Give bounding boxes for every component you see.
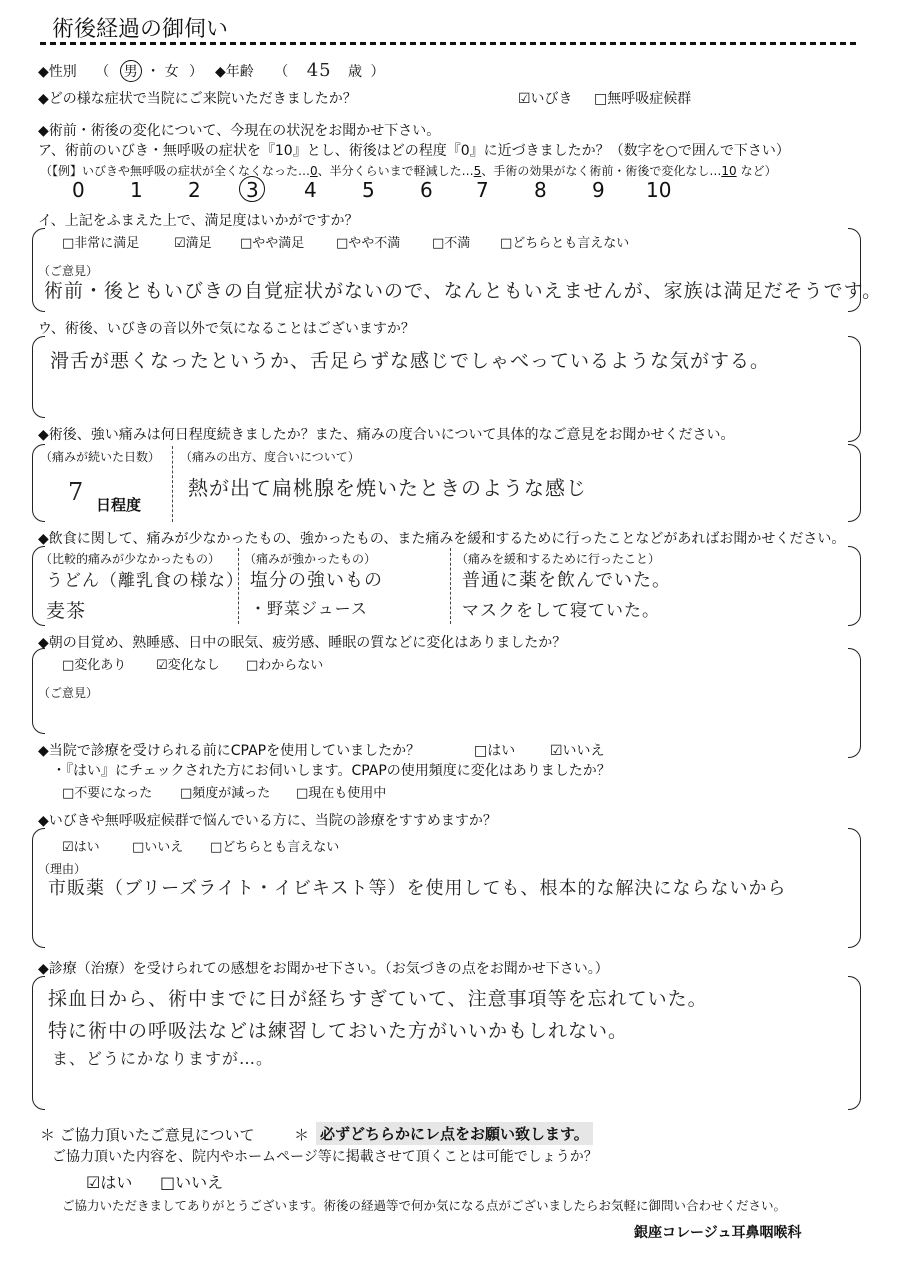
- age-row: [215, 60, 385, 81]
- score-option-3[interactable]: 3: [246, 178, 259, 202]
- title-underline: [40, 42, 860, 45]
- morning-opinion-label: （ご意見）: [38, 686, 99, 700]
- recommend-reason-label: （理由）: [38, 862, 87, 876]
- satisfaction-opinion-label: （ご意見）: [38, 264, 99, 278]
- impression-question: ◆診療（治療）を受けられての感想をお聞かせ下さい。（お気づきの点をお聞かせ下さい。）: [38, 961, 609, 977]
- satisfaction-option-2[interactable]: □やや満足: [240, 236, 305, 251]
- pain-degree[interactable]: 熱が出て扁桃腺を焼いたときのような感じ: [188, 476, 587, 500]
- score-option-2[interactable]: 2: [188, 178, 201, 202]
- recommend-box-left: [32, 828, 45, 948]
- publish-question: ご協力頂いた内容を、院内やホームページ等に掲載させて頂くことは可能でしょうか？: [52, 1149, 598, 1165]
- age-open-paren: （: [274, 64, 289, 80]
- symptom-option-apnea[interactable]: □無呼吸症候群: [594, 91, 692, 107]
- recommend-option-2[interactable]: □どちらとも言えない: [210, 840, 340, 855]
- impression-line-3[interactable]: ま、どうにかなりますが…。: [52, 1049, 274, 1068]
- score-option-1[interactable]: 1: [130, 178, 143, 202]
- sex-row: [38, 60, 203, 82]
- food-col1-line1[interactable]: うどん（離乳食の様な）: [46, 571, 244, 591]
- recommend-option-0[interactable]: ☑はい: [62, 840, 100, 855]
- morning-option-1[interactable]: ☑変化なし: [156, 658, 220, 673]
- score-option-9[interactable]: 9: [592, 178, 605, 202]
- sex-male-circled[interactable]: 男: [120, 60, 142, 82]
- pain-days-unit: 日程度: [96, 496, 142, 514]
- morning-box-right: [848, 648, 861, 758]
- food-col1-line2[interactable]: 麦茶: [46, 600, 87, 622]
- satisfaction-opinion[interactable]: 術前・後ともいびきの自覚症状がないので、なんともいえませんが、家族は満足だそうです。: [44, 280, 883, 302]
- age-close-paren: ）: [370, 64, 385, 80]
- symptom-option-snoring[interactable]: ☑いびき: [518, 91, 573, 107]
- cpap-followup: ・『はい』にチェックされた方にお伺いします。CPAPの使用頻度に変化はありましたか？: [52, 763, 611, 779]
- footer-note-star: ＊: [294, 1126, 310, 1144]
- score-option-5[interactable]: 5: [362, 178, 375, 202]
- satisfaction-question: イ、上記をふまえた上で、満足度はいかがですか？: [38, 213, 359, 229]
- score-option-6[interactable]: 6: [420, 178, 433, 202]
- morning-option-2[interactable]: □わからない: [246, 658, 324, 673]
- sex-female[interactable]: 女: [164, 64, 179, 80]
- other-box-right: [848, 336, 861, 442]
- food-col3-label: （痛みを緩和するために行ったこと）: [456, 552, 661, 566]
- other-answer[interactable]: 滑舌が悪くなったというか、舌足らずな感じでしゃべっているような気がする。: [50, 350, 771, 372]
- recommend-reason[interactable]: 市販薬（ブリーズライト・イビキスト等）を使用しても、根本的な解決にならないから: [48, 878, 787, 899]
- symptom-question: ◆どの様な症状で当院にご来院いただきましたか？: [38, 91, 357, 107]
- pain-degree-label: （痛みの出方、度合いについて）: [180, 450, 360, 464]
- cpap-question: ◆当院で診療を受けられる前にCPAPを使用していましたか？: [38, 743, 421, 759]
- food-box-right: [848, 546, 861, 626]
- recommend-option-1[interactable]: □いいえ: [132, 840, 184, 855]
- selected-score-circle: [239, 176, 265, 202]
- change-subquestion-a: ア、術前のいびき・無呼吸の症状を『10』とし、術後はどの程度『0』に近づきましたか？（数字を○で囲んで下さい）: [38, 143, 790, 159]
- impression-line-2[interactable]: 特に術中の呼吸法などは練習しておいた方がいいかもしれない。: [48, 1020, 629, 1042]
- change-example: [40, 162, 777, 179]
- food-col2-line1[interactable]: 塩分の強いもの: [250, 570, 383, 591]
- cpap-yes[interactable]: □はい: [474, 743, 516, 759]
- pain-days-label: （痛みが続いた日数）: [40, 450, 161, 464]
- food-question: ◆飲食に関して、痛みが少なかったもの、強かったもの、また痛みを緩和するために行ったことなどがあればお聞かせください。: [38, 531, 846, 547]
- sex-close-paren: ）: [189, 64, 204, 80]
- morning-question: ◆朝の目覚め、熟睡感、日中の眠気、疲労感、睡眠の質などに変化はありましたか？: [38, 635, 567, 651]
- score-option-10[interactable]: 10: [646, 178, 672, 202]
- satisfaction-option-4[interactable]: □不満: [432, 236, 471, 251]
- score-option-8[interactable]: 8: [534, 178, 547, 202]
- satisfaction-option-5[interactable]: □どちらとも言えない: [500, 236, 630, 251]
- page-title: 術後経過の御伺い: [52, 17, 229, 42]
- age-label: ◆年齢: [215, 64, 254, 80]
- example-zero: 0: [310, 164, 318, 178]
- score-option-0[interactable]: 0: [72, 178, 85, 202]
- food-divider-2: [450, 548, 451, 624]
- score-option-4[interactable]: 4: [304, 178, 317, 202]
- food-col3-line2[interactable]: マスクをして寝ていた。: [462, 601, 660, 621]
- sex-dot: ・: [146, 64, 161, 80]
- example-ten: 10: [721, 164, 737, 178]
- cpap-change-option-2[interactable]: □現在も使用中: [296, 786, 387, 801]
- example-open: （【例】いびきや無呼吸の症状が全くなくなった…: [40, 164, 311, 178]
- pain-box-right: [848, 444, 861, 522]
- example-close: など）: [740, 164, 777, 178]
- recommend-box-right: [848, 828, 861, 948]
- satisfaction-option-3[interactable]: □やや不満: [336, 236, 401, 251]
- impression-box-left: [32, 976, 45, 1110]
- age-value[interactable]: 45: [306, 60, 332, 81]
- example-mid2: 、手術の効果がなく術前・術後で変化なし…: [481, 164, 722, 178]
- pain-days-value[interactable]: 7: [68, 478, 84, 506]
- publish-no[interactable]: □いいえ: [160, 1173, 224, 1192]
- food-col1-label: （比較的痛みが少なかったもの）: [40, 552, 221, 566]
- pain-question: ◆術後、強い痛みは何日程度続きましたか？また、痛みの度合いについて具体的なご意見をお聞かせください。: [38, 427, 735, 443]
- other-box-left: [32, 336, 45, 418]
- sex-open-paren: （: [95, 64, 110, 80]
- age-unit: 歳: [348, 64, 363, 80]
- sex-label: ◆性別: [38, 64, 77, 80]
- morning-option-0[interactable]: □変化あり: [62, 658, 127, 673]
- cpap-no[interactable]: ☑いいえ: [550, 743, 605, 759]
- change-question: ◆術前・術後の変化について、今現在の状況をお聞かせ下さい。: [38, 123, 441, 139]
- recommend-question: ◆いびきや無呼吸症候群で悩んでいる方に、当院の診療をすすめますか？: [38, 813, 497, 829]
- footer-note-title: ＊ ご協力頂いたご意見について: [40, 1126, 255, 1144]
- clinic-name: 銀座コレージュ耳鼻咽喉科: [634, 1225, 802, 1241]
- example-mid1: 、半分くらいまで軽減した…: [317, 164, 474, 178]
- footer-must-check: 必ずどちらかにレ点をお願い致します。: [316, 1122, 593, 1145]
- satisfaction-option-1[interactable]: ☑満足: [174, 236, 212, 251]
- impression-box-right: [848, 976, 861, 1110]
- food-col2-line2[interactable]: ・野菜ジュース: [250, 599, 368, 618]
- score-option-7[interactable]: 7: [476, 178, 489, 202]
- cpap-change-option-0[interactable]: □不要になった: [62, 786, 153, 801]
- example-five: 5: [473, 164, 482, 178]
- satisfaction-option-0[interactable]: □非常に満足: [62, 236, 140, 251]
- cpap-change-option-1[interactable]: □頻度が減った: [180, 786, 271, 801]
- impression-line-1[interactable]: 採血日から、術中までに日が経ちすぎていて、注意事項等を忘れていた。: [48, 988, 708, 1010]
- thanks-message: ご協力いただきましてありがとうございます。術後の経過等で何か気になる点がございましたらお気軽に御問い合わせください。: [62, 1198, 787, 1213]
- food-col2-label: （痛みが強かったもの）: [244, 552, 377, 566]
- publish-yes[interactable]: ☑はい: [86, 1173, 133, 1192]
- other-question: ウ、術後、いびきの音以外で気になることはございますか？: [38, 321, 415, 337]
- pain-divider: [172, 446, 173, 522]
- food-col3-line1[interactable]: 普通に薬を飲んでいた。: [462, 570, 671, 591]
